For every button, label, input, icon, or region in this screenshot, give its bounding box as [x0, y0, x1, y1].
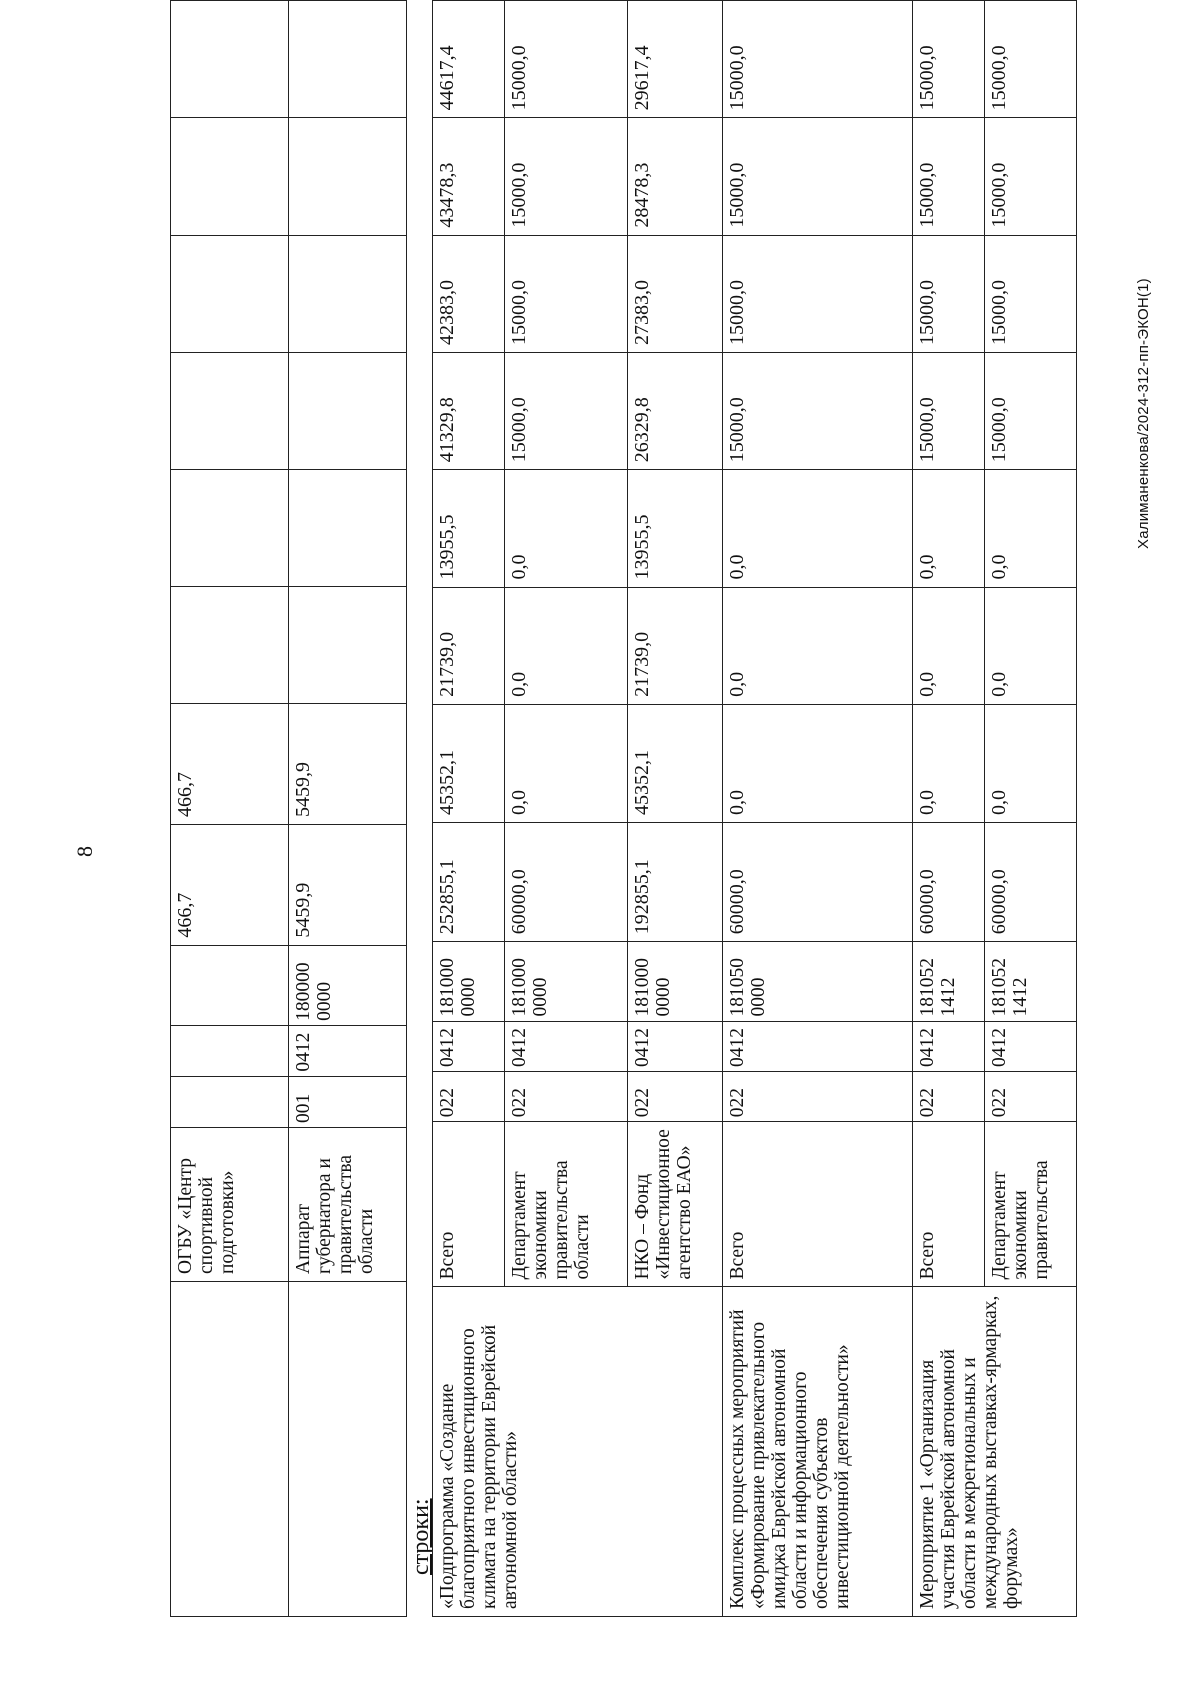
- cell-executor: Департамент экономики правительства: [985, 1122, 1077, 1287]
- cell-2025: 21739,0: [628, 587, 723, 704]
- cell-2026: 13955,5: [628, 470, 723, 587]
- cell-2026: 0,0: [505, 470, 628, 587]
- cell-2028: 15000,0: [505, 235, 628, 352]
- table-row: [433, 1, 505, 1617]
- cell-2026: [171, 469, 289, 586]
- cell-2024: 45352,1: [628, 704, 723, 822]
- cell-2024: 5459,9: [289, 704, 407, 825]
- cell-grbs: 022: [913, 1071, 985, 1121]
- cell-2025: [289, 587, 407, 704]
- cell-total: 466,7: [171, 824, 289, 945]
- cell-2026: 0,0: [913, 470, 985, 587]
- cell-2030: 15000,0: [985, 1, 1077, 118]
- cell-2030: 44617,4: [433, 1, 505, 118]
- cell-executor: Аппарат губернатора и правительства области: [289, 1127, 407, 1281]
- cell-grbs: 022: [628, 1071, 723, 1121]
- cell-name: «Подпрограмма «Создание благоприятного инвестиционного климата на территории Еврейской автономной области»: [433, 1287, 723, 1617]
- cell-total: 60000,0: [505, 823, 628, 942]
- cell-2025: 0,0: [913, 587, 985, 704]
- cell-csr: 181052 1412: [913, 942, 985, 1021]
- cell-2027: 15000,0: [913, 352, 985, 469]
- cell-2027: [289, 352, 407, 469]
- cell-name: [171, 1282, 289, 1617]
- cell-2025: 0,0: [985, 587, 1077, 704]
- cell-2028: 15000,0: [985, 235, 1077, 352]
- cell-2029: [289, 118, 407, 235]
- cell-executor: Всего: [723, 1122, 913, 1287]
- table-top-continuation: [170, 0, 407, 1617]
- cell-csr: [171, 945, 289, 1025]
- cell-executor: Департамент экономики правительства области: [505, 1122, 628, 1287]
- table-main: [432, 0, 1077, 1617]
- cell-rz: 0412: [723, 1021, 913, 1071]
- cell-grbs: 022: [985, 1071, 1077, 1121]
- cell-2024: 45352,1: [433, 704, 505, 822]
- cell-executor: Всего: [433, 1122, 505, 1287]
- cell-2024: 0,0: [985, 704, 1077, 822]
- cell-2024: 466,7: [171, 704, 289, 825]
- cell-2024: 0,0: [723, 704, 913, 822]
- cell-2027: 15000,0: [723, 352, 913, 469]
- cell-csr: 181000 0000: [505, 942, 628, 1021]
- rows-label: строки:: [408, 1498, 434, 1575]
- cell-2029: 28478,3: [628, 118, 723, 235]
- cell-2029: 15000,0: [985, 118, 1077, 235]
- cell-executor: Всего: [913, 1122, 985, 1287]
- cell-rz: 0412: [433, 1021, 505, 1071]
- cell-2027: 41329,8: [433, 352, 505, 469]
- cell-2028: 15000,0: [723, 235, 913, 352]
- cell-2029: [171, 118, 289, 235]
- cell-csr: 181000 0000: [433, 942, 505, 1021]
- cell-grbs: 022: [433, 1071, 505, 1121]
- cell-grbs: 001: [289, 1076, 407, 1127]
- cell-2028: [289, 235, 407, 352]
- cell-grbs: 022: [505, 1071, 628, 1121]
- cell-2030: 15000,0: [505, 1, 628, 118]
- cell-total: 192855,1: [628, 823, 723, 942]
- cell-executor: ОГБУ «Центр спортивной подготовки»: [171, 1127, 289, 1281]
- cell-grbs: 022: [723, 1071, 913, 1121]
- cell-csr: 180000 0000: [289, 945, 407, 1025]
- cell-rz: 0412: [913, 1021, 985, 1071]
- cell-name: Комплекс процессных мероприятий «Формирование привлекательного имиджа Еврейской автономной области и информационного обеспечения субъектов инвестиционной деятельности»: [723, 1287, 913, 1617]
- cell-rz: 0412: [289, 1025, 407, 1076]
- cell-2025: 0,0: [723, 587, 913, 704]
- cell-2024: 0,0: [913, 704, 985, 822]
- cell-2027: 15000,0: [985, 352, 1077, 469]
- cell-total: 60000,0: [913, 823, 985, 942]
- cell-2027: 15000,0: [505, 352, 628, 469]
- cell-grbs: [171, 1076, 289, 1127]
- cell-2030: 15000,0: [913, 1, 985, 118]
- cell-2025: 0,0: [505, 587, 628, 704]
- cell-rz: 0412: [505, 1021, 628, 1071]
- cell-name: Мероприятие 1 «Организация участия Еврейской автономной области в межрегиональных и международных выставках-ярмарках, форумах»: [913, 1287, 1077, 1617]
- cell-2027: 26329,8: [628, 352, 723, 469]
- cell-2030: 29617,4: [628, 1, 723, 118]
- cell-2029: 15000,0: [723, 118, 913, 235]
- cell-csr: 181050 0000: [723, 942, 913, 1021]
- cell-rz: 0412: [628, 1021, 723, 1071]
- cell-2026: [289, 469, 407, 586]
- cell-2030: [289, 1, 407, 118]
- table-row: [171, 1, 289, 1617]
- cell-csr: 181000 0000: [628, 942, 723, 1021]
- cell-2030: 15000,0: [723, 1, 913, 118]
- cell-2025: 21739,0: [433, 587, 505, 704]
- cell-2029: 43478,3: [433, 118, 505, 235]
- cell-2028: [171, 235, 289, 352]
- cell-2028: 15000,0: [913, 235, 985, 352]
- cell-rz: 0412: [985, 1021, 1077, 1071]
- cell-rz: [171, 1025, 289, 1076]
- table-row: [913, 1, 985, 1617]
- cell-total: 60000,0: [723, 823, 913, 942]
- cell-2029: 15000,0: [505, 118, 628, 235]
- cell-2026: 0,0: [723, 470, 913, 587]
- cell-2030: [171, 1, 289, 118]
- page-number: 8: [72, 846, 97, 857]
- cell-total: 60000,0: [985, 823, 1077, 942]
- cell-2029: 15000,0: [913, 118, 985, 235]
- cell-2027: [171, 352, 289, 469]
- cell-2026: 0,0: [985, 470, 1077, 587]
- table-row: [289, 1, 407, 1617]
- cell-csr: 181052 1412: [985, 942, 1077, 1021]
- cell-2024: 0,0: [505, 704, 628, 822]
- cell-2028: 42383,0: [433, 235, 505, 352]
- cell-2025: [171, 587, 289, 704]
- cell-total: 252855,1: [433, 823, 505, 942]
- cell-total: 5459,9: [289, 824, 407, 945]
- cell-executor: НКО – Фонд «Инвестиционное агентство ЕАО»: [628, 1122, 723, 1287]
- document-footer-code: Халиманенкова/2024-312-пп-ЭКОН(1): [1135, 278, 1152, 549]
- cell-2028: 27383,0: [628, 235, 723, 352]
- table-row: [723, 1, 913, 1617]
- cell-name: [289, 1282, 407, 1617]
- cell-2026: 13955,5: [433, 470, 505, 587]
